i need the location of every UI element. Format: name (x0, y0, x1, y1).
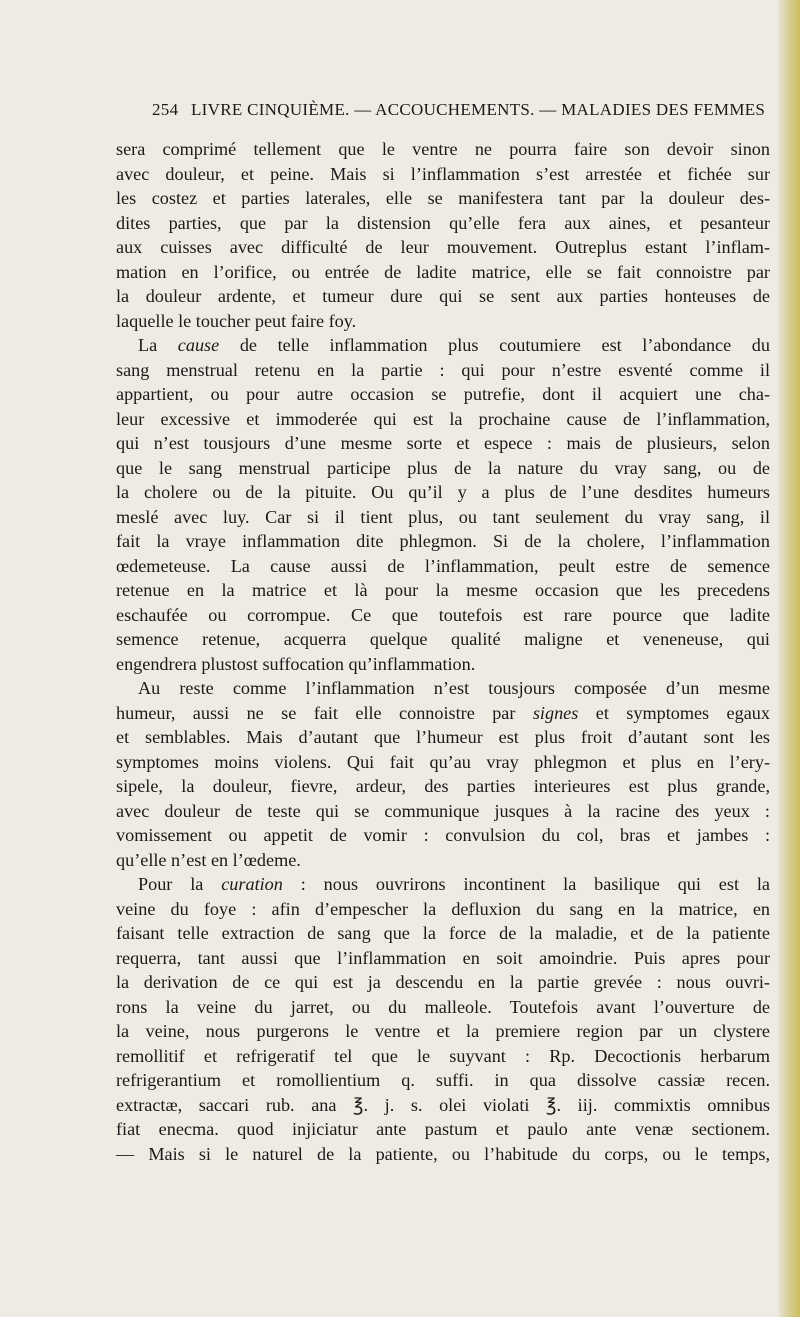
page-number: 254 (152, 100, 179, 119)
text-line (116, 162, 770, 187)
text-line (116, 382, 770, 407)
text-segment: qu’elle n’est en l’œdeme. (116, 849, 301, 870)
text-segment: eschaufée ou corrompue. Ce que toutefois est rare pource que ladite (116, 604, 770, 625)
text-line (116, 1068, 770, 1093)
text-line (116, 284, 770, 309)
text-segment: que le sang menstrual participe plus de la nature du vray sang, ou de (116, 457, 770, 478)
text-segment: laquelle le toucher peut faire foy. (116, 310, 357, 331)
emphasis-term: signes (532, 702, 579, 723)
text-line (116, 946, 770, 971)
text-line (116, 799, 770, 824)
text-line (116, 848, 770, 873)
text-segment: semence retenue, acquerra quelque qualité maligne et veneneuse, qui (116, 629, 770, 649)
text-segment: extractæ, saccari rub. ana ℥. j. s. olei violati ℥. iij. commixtis omnibus (116, 1094, 770, 1115)
text-segment: sang menstrual retenu en la partie : qui pour n’estre esventé comme il (116, 359, 770, 380)
text-segment: de telle inflammation plus coutumiere est l’abondance du (219, 335, 770, 355)
text-segment: les costez et parties laterales, elle se manifestera tant par la douleur des- (116, 188, 770, 208)
text-line (116, 235, 770, 260)
text-segment: avec douleur, et peine. Mais si l’inflammation s’est arrestée et fichée sur (116, 163, 770, 184)
text-line (116, 872, 770, 897)
text-line (116, 774, 770, 799)
text-line (116, 750, 770, 775)
text-line (116, 1117, 770, 1142)
text-segment: — Mais si le naturel de la patiente, ou l’habitude du corps, ou le temps, (116, 1143, 770, 1164)
text-line (116, 1142, 770, 1167)
text-line (116, 333, 770, 358)
running-header (152, 100, 772, 120)
text-line (116, 995, 770, 1020)
emphasis-term: cause (177, 335, 220, 355)
text-line (116, 1093, 770, 1118)
text-segment: la douleur ardente, et tumeur dure qui se sent aux parties honteuses de (116, 286, 770, 306)
text-line (116, 627, 770, 652)
text-line (116, 676, 770, 701)
text-segment: et semblables. Mais d’autant que l’humeur est plus froit d’autant sont les (116, 727, 770, 747)
text-segment: aux cuisses avec difficulté de leur mouvement. Outreplus estant l’inflam- (116, 237, 770, 257)
text-segment: engendrera plustost suffocation qu’inflammation. (116, 653, 476, 674)
text-line (116, 358, 770, 383)
text-segment: fait la vraye inflammation dite phlegmon. Si de la cholere, l’inflammation (116, 531, 770, 551)
text-line (116, 652, 770, 677)
running-title: LIVRE CINQUIÈME. — ACCOUCHEMENTS. — MALADIES DES FEMMES (190, 100, 766, 119)
text-line (116, 897, 770, 922)
text-segment: sipele, la douleur, fievre, ardeur, des parties interieures est plus grande, (116, 776, 770, 796)
text-segment: la veine, nous purgerons le ventre et la premiere region par un clystere (116, 1021, 770, 1041)
text-line (116, 725, 770, 750)
text-segment: faisant telle extraction de sang que la force de la maladie, et de la patiente (116, 923, 770, 943)
text-segment: vomissement ou appetit de vomir : convulsion du col, bras et jambes : (116, 825, 770, 845)
text-line (116, 137, 770, 162)
text-line (116, 970, 770, 995)
text-segment: dites parties, que par la distension qu’elle fera aux aines, et pesanteur (116, 212, 770, 233)
text-segment: fiat enecma. quod injiciatur ante pastum et paulo ante venæ sectionem. (116, 1119, 770, 1139)
text-line (116, 505, 770, 530)
text-segment: Au reste comme l’inflammation n’est tousjours composée d’un mesme (138, 678, 770, 698)
text-line (116, 211, 770, 236)
text-segment: sera comprimé tellement que le ventre ne pourra faire son devoir sinon (116, 139, 770, 159)
text-segment: mation en l’orifice, ou entrée de ladite matrice, elle se fait connoistre par (116, 261, 770, 282)
text-segment: qui n’est tousjours d’une mesme sorte et espece : mais de plusieurs, selon (116, 433, 770, 453)
text-line (116, 309, 770, 334)
text-segment: refrigerantium et romollientium q. suffi. in qua dissolve cassiæ recen. (116, 1070, 770, 1090)
text-segment: retenue en la matrice et là pour la mesme occasion que les precedens (116, 580, 770, 600)
text-line (116, 701, 770, 726)
text-segment: Pour la (138, 874, 222, 894)
page-edge (778, 0, 800, 1317)
text-segment: meslé avec luy. Car si il tient plus, ou tant seulement du vray sang, il (116, 506, 770, 527)
text-line (116, 186, 770, 211)
text-line (116, 1044, 770, 1069)
text-line (116, 480, 770, 505)
text-segment: appartient, ou pour autre occasion se putrefie, dont il acquiert une cha- (116, 384, 770, 404)
text-segment: remollitif et refrigeratif tel que le suyvant : Rp. Decoctionis herbarum (116, 1045, 770, 1066)
text-line (116, 407, 770, 432)
text-segment: leur excessive et immoderée qui est la prochaine cause de l’inflammation, (116, 408, 770, 429)
text-segment: et symptomes egaux (578, 702, 770, 723)
text-line (116, 578, 770, 603)
text-line (116, 456, 770, 481)
text-segment: symptomes moins violens. Qui fait qu’au vray phlegmon et plus en l’ery- (116, 751, 770, 772)
text-segment: humeur, aussi ne se fait elle connoistre par (116, 702, 533, 723)
text-line (116, 921, 770, 946)
text-segment: requerra, tant aussi que l’inflammation en soit amoindrie. Puis apres pour (116, 947, 770, 968)
text-line (116, 431, 770, 456)
text-segment: veine du foye : afin d’empescher la defluxion du sang en la matrice, en (116, 898, 770, 919)
text-segment: : nous ouvrirons incontinent la basilique qui est la (282, 874, 770, 894)
text-line (116, 529, 770, 554)
text-line (116, 260, 770, 285)
text-segment: œdemeteuse. La cause aussi de l’inflammation, peult estre de semence (116, 555, 770, 576)
text-line (116, 1019, 770, 1044)
text-segment: La (138, 335, 178, 355)
text-segment: avec douleur de teste qui se communique jusques à la racine des yeux : (116, 800, 770, 821)
body-text (116, 137, 770, 1166)
text-line (116, 823, 770, 848)
text-segment: la cholere ou de la pituite. Ou qu’il y a plus de l’une desdites humeurs (116, 482, 770, 502)
text-line (116, 603, 770, 628)
text-segment: la derivation de ce qui est ja descendu en la partie grevée : nous ouvri- (116, 972, 770, 992)
text-segment: rons la veine du jarret, ou du malleole. Toutefois avant l’ouverture de (116, 996, 770, 1017)
text-line (116, 554, 770, 579)
emphasis-term: curation (221, 874, 283, 894)
